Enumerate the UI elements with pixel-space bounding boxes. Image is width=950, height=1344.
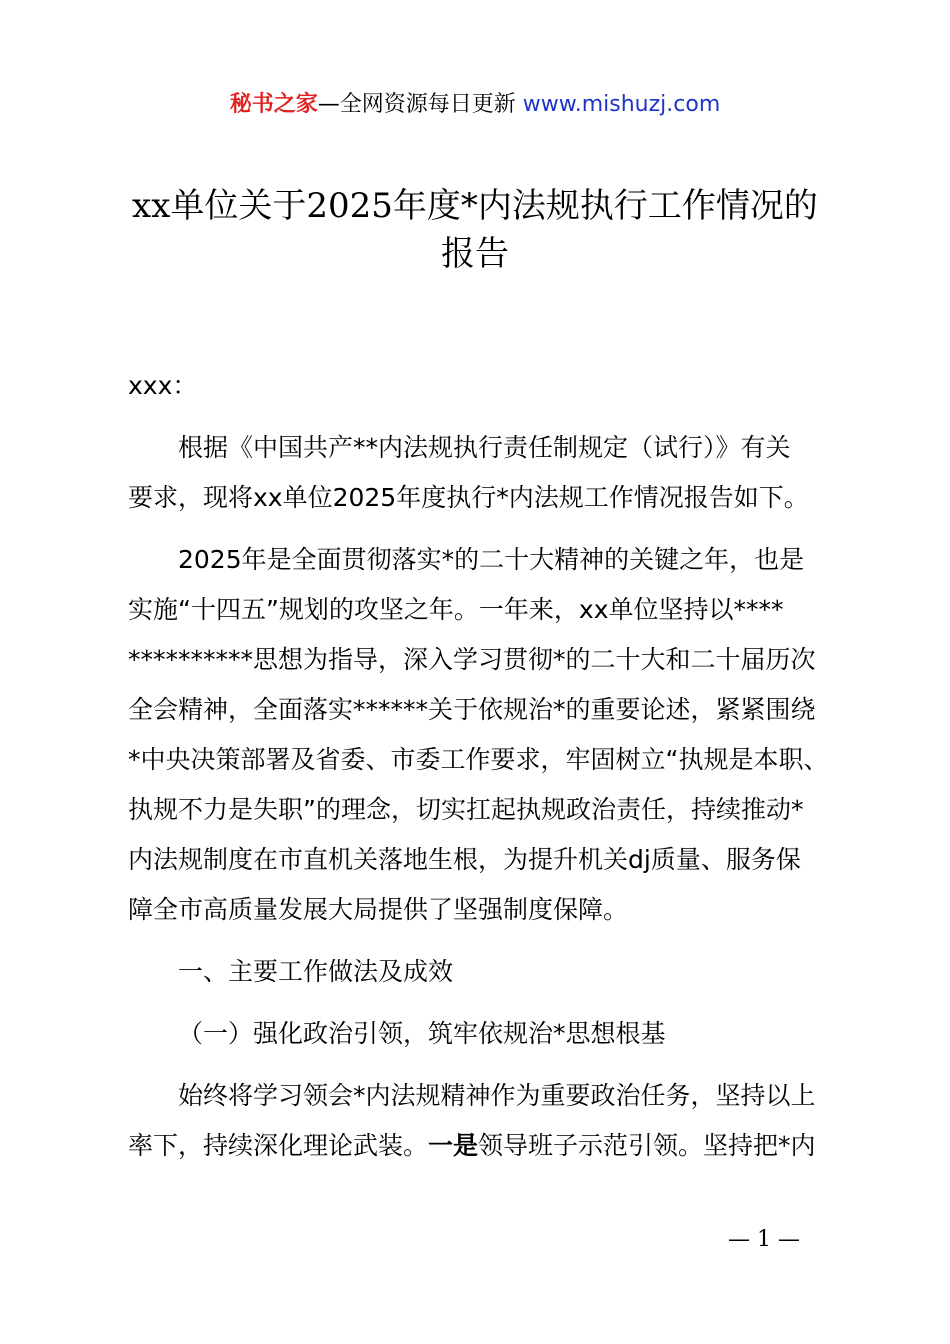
paragraph-line: 要求，现将xx单位2025年度执行*内法规工作情况报告如下。 [128,483,809,512]
brand-name: 秘书之家 [229,92,318,117]
paragraph-line: 2025年是全面贯彻落实*的二十大精神的关键之年，也是 [178,545,805,574]
document-body [128,361,848,1183]
paragraph-line: 执规不力是失职”的理念，切实扛起执规政治责任，持续推动* [128,795,804,824]
paragraph-line [128,1121,848,1171]
paragraph-line: **********思想为指导，深入学习贯彻*的二十大和二十届历次 [128,645,816,674]
paragraph-line: 根据《中国共产**内法规执行责任制规定（试行）》有关 [178,433,791,462]
paragraph-background [128,535,848,935]
section-heading [128,947,848,997]
emphasis-text: 一是 [428,1131,479,1160]
site-header [0,88,950,122]
paragraph-line: *中央决策部署及省委、市委工作要求，牢固树立“执规是本职、 [128,745,829,774]
paragraph-text: 率下，持续深化理论武装。 [128,1131,429,1160]
salutation [128,361,848,411]
paragraph-line: 始终将学习领会*内法规精神作为重要政治任务，坚持以上 [178,1081,816,1110]
paragraph-line: 全会精神，全面落实******关于依规治*的重要论述，紧紧围绕 [128,695,816,724]
salutation-text: xxx： [128,371,198,400]
paragraph-intro [128,423,848,523]
document-title [110,182,840,278]
subsection-heading [128,1009,848,1059]
paragraph-line: 实施“十四五”规划的攻坚之年。一年来，xx单位坚持以**** [128,595,784,624]
title-line-2: 报告 [441,234,509,274]
section-heading-text: 一、主要工作做法及成效 [178,957,454,986]
page-number: — 1 — [728,1227,800,1252]
paragraph-text: 领导班子示范引领。坚持把*内 [478,1131,816,1160]
paragraph-line: 障全市高质量发展大局提供了坚强制度保障。 [128,895,629,924]
subsection-heading-text: （一）强化政治引领，筑牢依规治*思想根基 [178,1019,666,1048]
title-line-1: xx单位关于2025年度*内法规执行工作情况的 [132,186,818,226]
paragraph-line: 内法规制度在市直机关落地生根，为提升机关dj质量、服务保 [128,845,801,874]
paragraph-work [128,1071,848,1171]
header-tagline: —全网资源每日更新 [317,92,523,117]
site-url[interactable]: www.mishuzj.com [522,92,721,117]
